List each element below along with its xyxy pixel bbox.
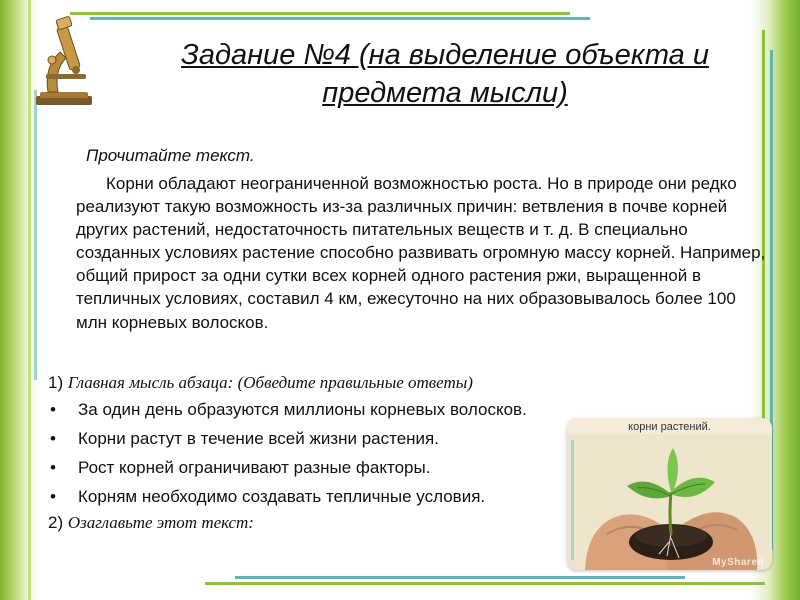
reading-paragraph-text: Корни обладают неограниченной возможностью роста. Но в природе они редко реализуют такую возможность из-за различных причин: ветвления в почве корней других растений, недостаточность питательных веществ и т. д. В специально созданных условиях растение способно развивать огромную массу корней. Например, общий прирост за одни сутки всех корней одного растения ржи, выращенной в тепличных условиях, составил 4 км, ежесуточно на них образовывалось более 100 млн корневых волосков. — [76, 174, 766, 332]
answer-options — [50, 398, 527, 514]
question-1-number: 1) — [48, 373, 64, 392]
left-stripe-teal — [34, 90, 37, 380]
bottom-stripe-teal — [235, 576, 685, 579]
question-2-text: Озаглавьте этот текст: — [67, 513, 254, 532]
answer-option[interactable]: • Корни растут в течение всей жизни растения. — [50, 427, 527, 456]
answer-option[interactable]: • За один день образуются миллионы корневых волосков. — [50, 398, 527, 427]
plant-roots-image — [567, 418, 772, 570]
top-stripe-teal — [90, 17, 590, 20]
question-2-number: 2) — [48, 513, 64, 532]
watermark-text: MyShared — [712, 557, 764, 568]
answer-option[interactable]: • Рост корней ограничивают разные факторы. — [50, 456, 527, 485]
top-stripe-green — [70, 12, 570, 15]
reading-paragraph — [76, 172, 766, 334]
question-1-text: Главная мысль абзаца: (Обведите правильные ответы) — [67, 373, 473, 392]
hands-seedling-illustration — [567, 434, 772, 570]
question-2 — [48, 513, 254, 533]
instruction-text: Прочитайте текст. — [86, 146, 255, 165]
answer-option[interactable]: • Корням необходимо создавать тепличные условия. — [50, 485, 527, 514]
image-caption: корни растений. — [628, 421, 711, 433]
slide-title: Задание №4 (на выделение объекта и предмета мысли) — [181, 39, 709, 109]
microscope-icon — [30, 12, 96, 108]
bottom-stripe-green — [205, 582, 765, 585]
question-1 — [48, 373, 473, 393]
